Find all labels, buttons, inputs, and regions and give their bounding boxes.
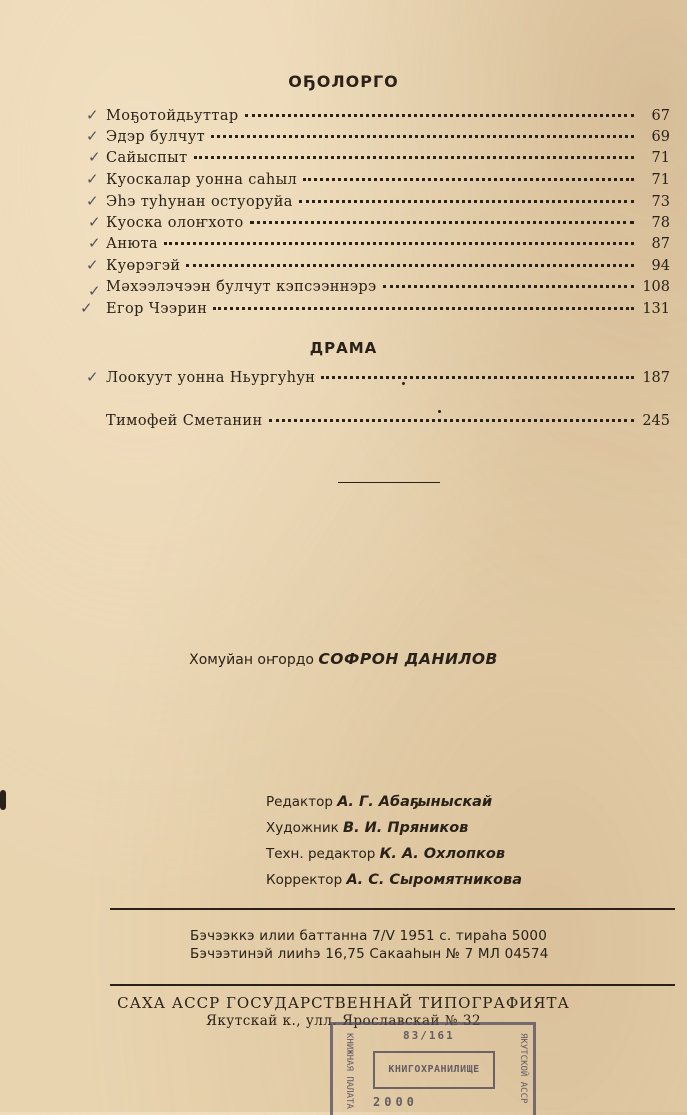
toc-item-page: 187 [642, 370, 670, 386]
toc-item-title: Мәхээлэчээн булчут кэпсээннэрэ [106, 279, 377, 295]
leader-dots [164, 242, 634, 245]
stamp-left-text: КНИЖНАЯ ПАЛАТА [344, 1033, 354, 1109]
leader-dots [213, 307, 634, 310]
binding-mark [0, 790, 6, 810]
leader-dots [321, 376, 634, 379]
credit-role: Редактор [266, 794, 333, 810]
toc-item[interactable] [106, 150, 670, 170]
leader-dots [269, 419, 634, 422]
section-divider [338, 482, 440, 483]
toc-item[interactable] [106, 370, 670, 390]
imprint-rule-top [110, 908, 675, 910]
pencil-check-mark: ✓ [88, 234, 101, 252]
credit-role: Техн. редактор [266, 846, 376, 862]
toc-item-title: Куоска олоҥхото [106, 215, 244, 231]
stories-heading: ОҔОЛОРГО [288, 72, 399, 91]
toc-item-title: Эдэр булчут [106, 129, 206, 145]
pencil-check-mark: ✓ [88, 282, 101, 300]
leader-dots [186, 264, 634, 267]
toc-item-page: 71 [651, 150, 670, 166]
credit-person: А. С. Сыромятникова [346, 872, 523, 888]
stamp-right-text: ЯКУТСКОЙ АССР [518, 1033, 528, 1104]
toc-item-title: Куөрэгэй [106, 258, 181, 274]
toc-item-title: Эһэ туһунан остуоруйа [106, 194, 293, 210]
composer-prefix: Хомуйан оҥордо [189, 652, 314, 668]
leader-dots [250, 221, 634, 224]
toc-item-title: Моҕотойдьуттар [106, 108, 239, 124]
pencil-check-mark: ✓ [86, 106, 99, 124]
printer-name: САХА АССР ГОСУДАРСТВЕННАЙ ТИПОГРАФИЯТА [117, 994, 570, 1012]
toc-item[interactable] [106, 129, 670, 149]
leader-dots [194, 156, 635, 159]
imprint-line-2: Бэчээтинэй лииһэ 16,75 Сакааһын № 7 МЛ 04574 [190, 946, 549, 962]
toc-item-title: Егор Чээрин [106, 301, 208, 317]
credit-person: В. И. Пряников [343, 820, 469, 836]
ink-speck [402, 382, 405, 385]
stamp-top-number: 83/161 [403, 1029, 455, 1042]
toc-item-page: 94 [651, 258, 670, 274]
ink-speck [438, 410, 441, 413]
library-stamp [330, 1022, 536, 1115]
leader-dots [383, 285, 634, 288]
toc-item-page: 71 [651, 172, 670, 188]
stamp-bottom-number: 2000 [373, 1095, 418, 1109]
leader-dots [303, 178, 634, 181]
leader-dots [211, 135, 634, 138]
pencil-check-mark: ✓ [86, 127, 99, 145]
pencil-check-mark: ✓ [86, 170, 99, 188]
printer-address: Якутскай к., улл. Ярославскай № 32 [205, 1013, 482, 1029]
credit-editor [266, 794, 492, 810]
imprint-line-1: Бэчээккэ илии баттанна 7/V 1951 с. тираһа 5000 [190, 928, 548, 944]
toc-item-title: Анюта [106, 236, 158, 252]
credit-person: К. А. Охлопков [379, 846, 506, 862]
toc-item[interactable] [106, 258, 670, 278]
toc-item-page: 69 [651, 129, 670, 145]
toc-item-page: 67 [651, 108, 670, 124]
composer-name: СОФРОН ДАНИЛОВ [318, 650, 498, 668]
toc-item[interactable] [106, 236, 670, 256]
credit-role: Корректор [266, 872, 343, 888]
leader-dots [299, 200, 634, 203]
toc-item-page: 108 [642, 279, 670, 295]
pencil-check-mark: ✓ [80, 299, 93, 317]
toc-item-title: Лоокуут уонна Ньургуһун [106, 370, 316, 386]
toc-item-title: Тимофей Сметанин [106, 413, 263, 429]
drama-heading: ДРАМА [309, 339, 378, 357]
toc-item[interactable] [106, 301, 670, 321]
pencil-check-mark: ✓ [86, 368, 99, 386]
composer-line [0, 650, 687, 668]
toc-item-page: 245 [642, 413, 670, 429]
toc-item-page: 78 [651, 215, 670, 231]
leader-dots [245, 114, 634, 117]
pencil-check-mark: ✓ [88, 213, 101, 231]
toc-item[interactable] [106, 172, 670, 192]
toc-item[interactable] [106, 108, 670, 128]
credit-tech-editor [266, 846, 505, 862]
toc-item[interactable] [106, 413, 670, 433]
toc-item-title: Сайыспыт [106, 150, 188, 166]
toc-item-title: Куоскалар уонна саһыл [106, 172, 298, 188]
pencil-check-mark: ✓ [86, 256, 99, 274]
credit-person: А. Г. Абаҕыныскай [337, 794, 493, 810]
toc-item-page: 73 [651, 194, 670, 210]
credit-artist [266, 820, 468, 836]
toc-item[interactable] [106, 194, 670, 214]
toc-item-page: 131 [642, 301, 670, 317]
pencil-check-mark: ✓ [88, 148, 101, 166]
toc-item[interactable] [106, 215, 670, 235]
imprint-rule-bottom [110, 984, 675, 986]
credit-proofreader [266, 872, 522, 888]
toc-item-page: 87 [651, 236, 670, 252]
stamp-label: КНИГОХРАНИЛИЩЕ [373, 1051, 495, 1089]
toc-item[interactable] [106, 279, 670, 299]
pencil-check-mark: ✓ [86, 192, 99, 210]
credit-role: Художник [266, 820, 339, 836]
